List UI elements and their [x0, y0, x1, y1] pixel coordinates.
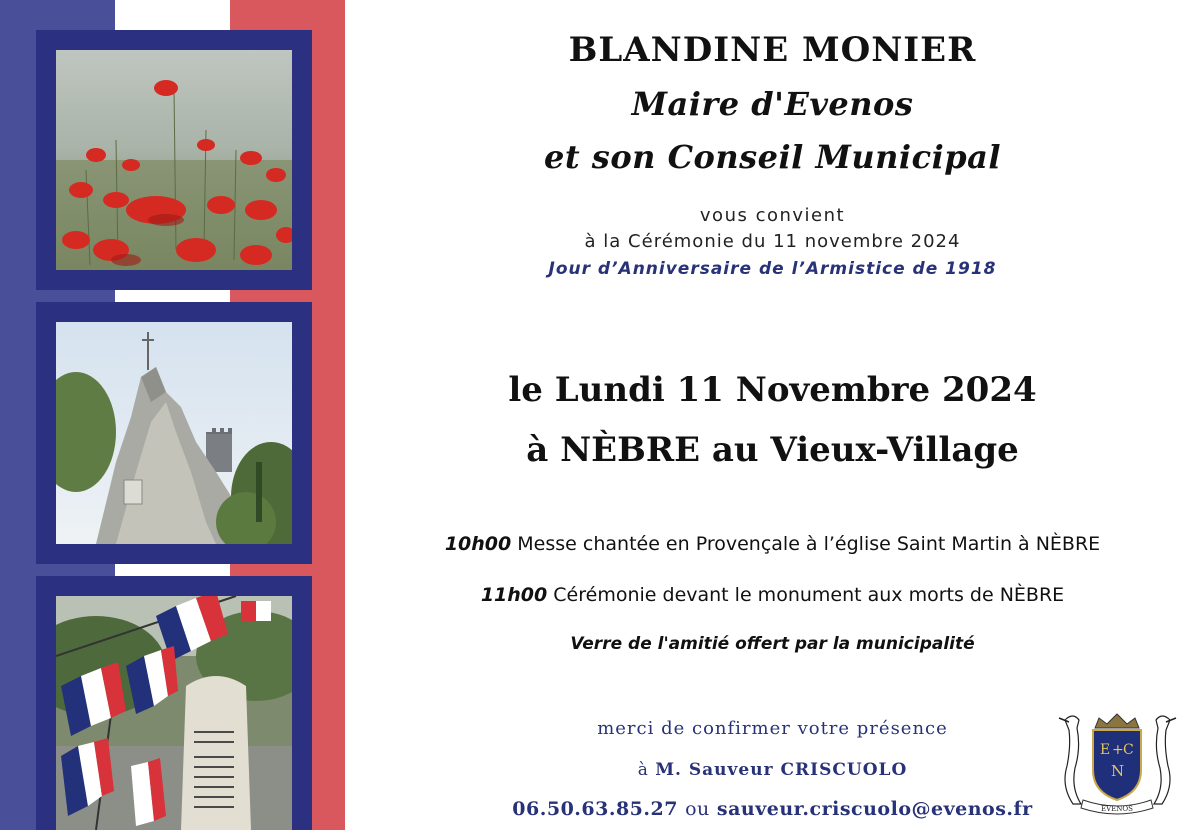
flags-ceremony-image: [56, 596, 292, 830]
event-date: le Lundi 11 Novembre 2024: [508, 370, 1037, 410]
schedule-text-1: Messe chantée en Provençale à l’église Saint Martin à NÈBRE: [517, 533, 1101, 555]
crest-ribbon-text: EVENOS: [1101, 805, 1133, 813]
crest-letter-plus: +: [1112, 742, 1124, 758]
rsvp-or: ou: [685, 798, 710, 820]
invite-line-3: Jour d’Anniversaire de l’Armistice de 1918: [548, 259, 997, 279]
rsvp-prefix: à: [637, 760, 649, 780]
crest-letter-n: N: [1111, 762, 1125, 780]
photo-frame-monument-rock: [36, 302, 312, 564]
rock-monument-image: [56, 322, 292, 544]
photo-frame-flags: [36, 576, 312, 830]
event-place: à NÈBRE au Vieux-Village: [526, 430, 1019, 470]
schedule-item-2: [345, 584, 1200, 606]
council-line: et son Conseil Municipal: [544, 138, 1001, 176]
invite-line-1: vous convient: [699, 205, 846, 226]
rsvp-email[interactable]: sauveur.criscuolo@evenos.fr: [716, 798, 1033, 820]
invitation-content: [345, 0, 1200, 830]
poppy-field-image: [56, 50, 292, 270]
evenos-crest-logo: [1055, 708, 1180, 816]
rsvp-phone[interactable]: 06.50.63.85.27: [512, 798, 678, 820]
crest-letter-e: E: [1100, 742, 1111, 758]
mayor-name: BLANDINE MONIER: [568, 30, 977, 70]
tricolor-band: [0, 0, 345, 830]
crest-letter-c: C: [1123, 742, 1134, 758]
photo-frame-poppies: [36, 30, 312, 290]
schedule-time-2: 11h00: [480, 584, 548, 606]
rsvp-contact-name: M. Sauveur CRISCUOLO: [655, 760, 908, 780]
reception-note: Verre de l'amitié offert par la municipalité: [570, 634, 975, 654]
rsvp-request: merci de confirmer votre présence: [597, 718, 948, 739]
schedule-item-1: [345, 533, 1200, 555]
schedule-time-1: 10h00: [444, 533, 512, 555]
schedule-text-2: Cérémonie devant le monument aux morts de NÈBRE: [553, 584, 1065, 606]
invite-line-2: à la Cérémonie du 11 novembre 2024: [584, 231, 961, 252]
mayor-title: Maire d'Evenos: [631, 85, 914, 123]
